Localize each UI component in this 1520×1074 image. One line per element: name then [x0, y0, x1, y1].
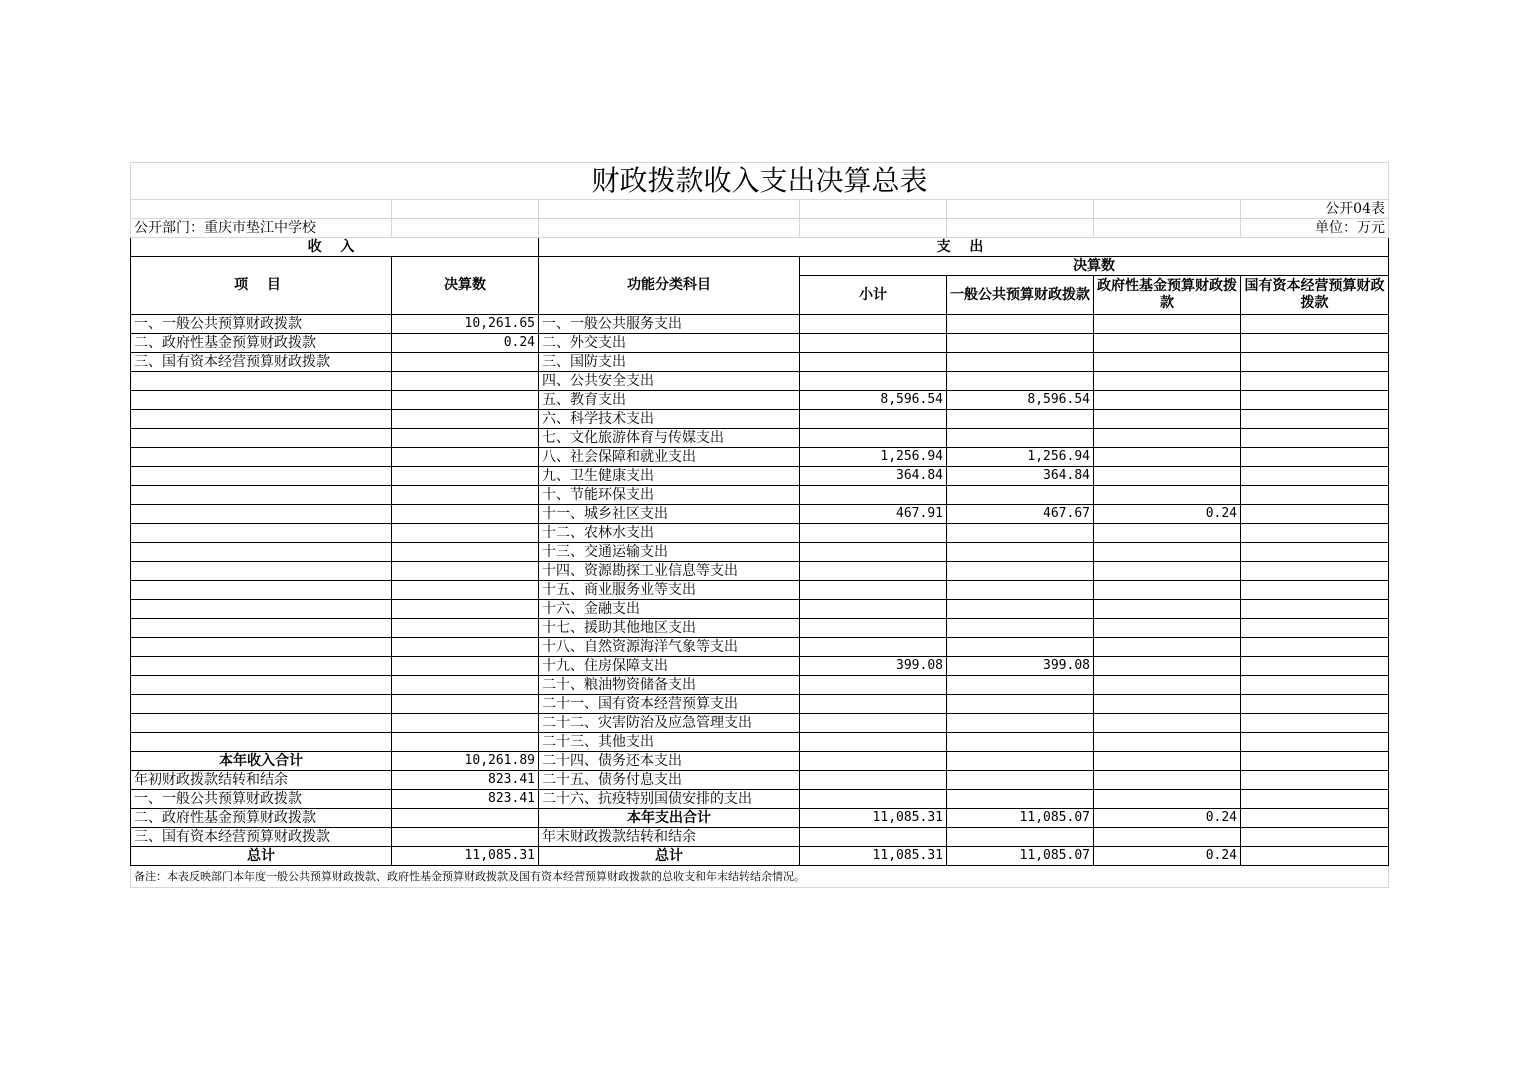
item-cell: 总计: [131, 847, 392, 866]
state-capital-cell: [1241, 429, 1389, 448]
table-row: [131, 581, 1389, 600]
function-cell: 十三、交通运输支出: [539, 543, 800, 562]
item-cell: 二、政府性基金预算财政拨款: [131, 334, 392, 353]
subtotal-cell: 399.08: [800, 657, 947, 676]
item-cell: [131, 676, 392, 695]
general-public-cell: 399.08: [947, 657, 1094, 676]
function-cell: 十四、资源勘探工业信息等支出: [539, 562, 800, 581]
state-capital-cell: [1241, 391, 1389, 410]
gov-fund-cell: [1094, 448, 1241, 467]
general-public-cell: [947, 581, 1094, 600]
function-cell: 十、节能环保支出: [539, 486, 800, 505]
amount-cell: [392, 828, 539, 847]
subtotal-cell: [800, 543, 947, 562]
amount-cell: 823.41: [392, 790, 539, 809]
state-capital-header: 国有资本经营预算财政拨款: [1241, 276, 1389, 315]
gov-fund-cell: [1094, 695, 1241, 714]
table-row: [131, 847, 1389, 866]
item-cell: 一、一般公共预算财政拨款: [131, 790, 392, 809]
function-cell: 七、文化旅游体育与传媒支出: [539, 429, 800, 448]
item-cell: 二、政府性基金预算财政拨款: [131, 809, 392, 828]
final-accounts-table: [130, 162, 1389, 888]
item-header: 项 目: [131, 257, 392, 315]
subtotal-cell: [800, 600, 947, 619]
table-row: [131, 391, 1389, 410]
general-public-cell: [947, 752, 1094, 771]
item-cell: [131, 714, 392, 733]
amount-cell: 11,085.31: [392, 847, 539, 866]
gov-fund-cell: [1094, 638, 1241, 657]
function-cell: 十六、金融支出: [539, 600, 800, 619]
gov-fund-header: 政府性基金预算财政拨款: [1094, 276, 1241, 315]
function-cell: 二十五、债务付息支出: [539, 771, 800, 790]
table-row: [131, 638, 1389, 657]
table-row: [131, 600, 1389, 619]
item-cell: 一、一般公共预算财政拨款: [131, 315, 392, 334]
gov-fund-cell: [1094, 429, 1241, 448]
table-row: [131, 562, 1389, 581]
function-cell: 九、卫生健康支出: [539, 467, 800, 486]
state-capital-cell: [1241, 486, 1389, 505]
amount-cell: [392, 448, 539, 467]
gov-fund-cell: [1094, 828, 1241, 847]
amount-cell: [392, 714, 539, 733]
state-capital-cell: [1241, 353, 1389, 372]
final-amount-header: 决算数: [800, 257, 1389, 276]
general-public-cell: [947, 334, 1094, 353]
function-cell: 四、公共安全支出: [539, 372, 800, 391]
table-row: [131, 733, 1389, 752]
general-public-cell: 364.84: [947, 467, 1094, 486]
table-row: [131, 771, 1389, 790]
table-row: [131, 543, 1389, 562]
item-cell: [131, 581, 392, 600]
item-cell: [131, 600, 392, 619]
state-capital-cell: [1241, 467, 1389, 486]
gov-fund-cell: [1094, 771, 1241, 790]
general-public-cell: 11,085.07: [947, 809, 1094, 828]
table-row: [131, 467, 1389, 486]
state-capital-cell: [1241, 581, 1389, 600]
table-row: [131, 619, 1389, 638]
subtotal-cell: 11,085.31: [800, 847, 947, 866]
item-cell: [131, 619, 392, 638]
item-cell: [131, 486, 392, 505]
amount-cell: [392, 676, 539, 695]
gov-fund-cell: 0.24: [1094, 847, 1241, 866]
amount-cell: [392, 562, 539, 581]
subtotal-cell: [800, 429, 947, 448]
general-public-cell: [947, 524, 1094, 543]
amount-cell: [392, 467, 539, 486]
table-code: 公开04表: [1241, 200, 1389, 219]
item-cell: [131, 372, 392, 391]
gov-fund-cell: [1094, 334, 1241, 353]
function-cell: 三、国防支出: [539, 353, 800, 372]
amount-cell: 10,261.65: [392, 315, 539, 334]
gov-fund-cell: [1094, 657, 1241, 676]
subtotal-cell: [800, 353, 947, 372]
item-cell: [131, 448, 392, 467]
amount-cell: [392, 657, 539, 676]
state-capital-cell: [1241, 524, 1389, 543]
subtotal-cell: [800, 334, 947, 353]
amount-cell: [392, 524, 539, 543]
function-cell: 总计: [539, 847, 800, 866]
subtotal-cell: [800, 771, 947, 790]
item-cell: [131, 657, 392, 676]
gov-fund-cell: [1094, 619, 1241, 638]
gov-fund-cell: [1094, 315, 1241, 334]
state-capital-cell: [1241, 695, 1389, 714]
expense-header: 支 出: [539, 238, 1389, 257]
subtotal-cell: [800, 752, 947, 771]
state-capital-cell: [1241, 562, 1389, 581]
function-category-header: 功能分类科目: [539, 257, 800, 315]
item-cell: [131, 429, 392, 448]
subtotal-cell: [800, 714, 947, 733]
table-row: [131, 505, 1389, 524]
amount-cell: [392, 543, 539, 562]
state-capital-cell: [1241, 809, 1389, 828]
general-public-cell: [947, 600, 1094, 619]
state-capital-cell: [1241, 334, 1389, 353]
general-public-cell: 1,256.94: [947, 448, 1094, 467]
page-title: 财政拨款收入支出决算总表: [131, 163, 1389, 200]
unit-label: 单位：万元: [1241, 219, 1389, 238]
gov-fund-cell: 0.24: [1094, 809, 1241, 828]
gov-fund-cell: [1094, 372, 1241, 391]
department-label: 公开部门：重庆市垫江中学校: [131, 219, 392, 238]
state-capital-cell: [1241, 733, 1389, 752]
item-cell: 三、国有资本经营预算财政拨款: [131, 353, 392, 372]
function-cell: 六、科学技术支出: [539, 410, 800, 429]
state-capital-cell: [1241, 771, 1389, 790]
table-row: [131, 657, 1389, 676]
gov-fund-cell: [1094, 486, 1241, 505]
state-capital-cell: [1241, 790, 1389, 809]
subtotal-cell: [800, 619, 947, 638]
item-cell: [131, 638, 392, 657]
table-row: [131, 448, 1389, 467]
subtotal-cell: [800, 638, 947, 657]
subtotal-cell: 364.84: [800, 467, 947, 486]
gov-fund-cell: [1094, 391, 1241, 410]
amount-cell: [392, 809, 539, 828]
table-row: [131, 695, 1389, 714]
income-header: 收 入: [131, 238, 539, 257]
amount-cell: [392, 486, 539, 505]
general-public-cell: [947, 733, 1094, 752]
state-capital-cell: [1241, 543, 1389, 562]
state-capital-cell: [1241, 372, 1389, 391]
state-capital-cell: [1241, 600, 1389, 619]
gov-fund-cell: [1094, 524, 1241, 543]
gov-fund-cell: [1094, 410, 1241, 429]
general-public-header: 一般公共预算财政拨款: [947, 276, 1094, 315]
general-public-cell: [947, 372, 1094, 391]
item-cell: 三、国有资本经营预算财政拨款: [131, 828, 392, 847]
item-cell: [131, 410, 392, 429]
function-cell: 一、一般公共服务支出: [539, 315, 800, 334]
general-public-cell: 467.67: [947, 505, 1094, 524]
function-cell: 二十一、国有资本经营预算支出: [539, 695, 800, 714]
state-capital-cell: [1241, 828, 1389, 847]
spreadsheet: [130, 162, 1388, 888]
function-cell: 二十、粮油物资储备支出: [539, 676, 800, 695]
subtotal-cell: [800, 372, 947, 391]
subtotal-cell: [800, 828, 947, 847]
table-row: [131, 790, 1389, 809]
item-cell: [131, 524, 392, 543]
gov-fund-cell: [1094, 600, 1241, 619]
item-cell: [131, 505, 392, 524]
table-row: [131, 353, 1389, 372]
function-cell: 二十二、灾害防治及应急管理支出: [539, 714, 800, 733]
table-row: [131, 752, 1389, 771]
subtotal-cell: [800, 790, 947, 809]
subtotal-cell: [800, 581, 947, 600]
function-cell: 十二、农林水支出: [539, 524, 800, 543]
gov-fund-cell: [1094, 543, 1241, 562]
general-public-cell: [947, 828, 1094, 847]
function-cell: 五、教育支出: [539, 391, 800, 410]
gov-fund-cell: [1094, 790, 1241, 809]
gov-fund-cell: [1094, 752, 1241, 771]
gov-fund-cell: 0.24: [1094, 505, 1241, 524]
table-row: [131, 676, 1389, 695]
item-cell: [131, 695, 392, 714]
subtotal-cell: 11,085.31: [800, 809, 947, 828]
general-public-cell: [947, 771, 1094, 790]
table-row: [131, 714, 1389, 733]
table-row: [131, 828, 1389, 847]
item-cell: [131, 562, 392, 581]
general-public-cell: [947, 695, 1094, 714]
subtotal-cell: [800, 562, 947, 581]
general-public-cell: [947, 714, 1094, 733]
subtotal-cell: [800, 410, 947, 429]
general-public-cell: [947, 790, 1094, 809]
item-cell: [131, 391, 392, 410]
state-capital-cell: [1241, 714, 1389, 733]
subtotal-header: 小计: [800, 276, 947, 315]
general-public-cell: [947, 638, 1094, 657]
general-public-cell: [947, 429, 1094, 448]
table-row: [131, 429, 1389, 448]
amount-cell: [392, 733, 539, 752]
state-capital-cell: [1241, 448, 1389, 467]
function-cell: 十九、住房保障支出: [539, 657, 800, 676]
state-capital-cell: [1241, 847, 1389, 866]
table-row: [131, 372, 1389, 391]
state-capital-cell: [1241, 619, 1389, 638]
item-cell: [131, 733, 392, 752]
subtotal-cell: 467.91: [800, 505, 947, 524]
amount-header: 决算数: [392, 257, 539, 315]
amount-cell: [392, 505, 539, 524]
function-cell: 二十六、抗疫特别国债安排的支出: [539, 790, 800, 809]
amount-cell: 823.41: [392, 771, 539, 790]
function-cell: 二十三、其他支出: [539, 733, 800, 752]
function-cell: 十一、城乡社区支出: [539, 505, 800, 524]
function-cell: 本年支出合计: [539, 809, 800, 828]
footnote: 备注：本表反映部门本年度一般公共预算财政拨款、政府性基金预算财政拨款及国有资本经营预算财政拨款的总收支和年末结转结余情况。: [131, 866, 1389, 888]
state-capital-cell: [1241, 676, 1389, 695]
state-capital-cell: [1241, 657, 1389, 676]
general-public-cell: [947, 619, 1094, 638]
general-public-cell: [947, 562, 1094, 581]
subtotal-cell: [800, 486, 947, 505]
general-public-cell: [947, 410, 1094, 429]
amount-cell: 10,261.89: [392, 752, 539, 771]
amount-cell: [392, 581, 539, 600]
table-row: [131, 334, 1389, 353]
amount-cell: [392, 638, 539, 657]
gov-fund-cell: [1094, 467, 1241, 486]
general-public-cell: [947, 486, 1094, 505]
gov-fund-cell: [1094, 581, 1241, 600]
subtotal-cell: [800, 676, 947, 695]
general-public-cell: 11,085.07: [947, 847, 1094, 866]
function-cell: 十八、自然资源海洋气象等支出: [539, 638, 800, 657]
general-public-cell: [947, 676, 1094, 695]
amount-cell: [392, 372, 539, 391]
function-cell: 十七、援助其他地区支出: [539, 619, 800, 638]
subtotal-cell: [800, 524, 947, 543]
item-cell: 本年收入合计: [131, 752, 392, 771]
amount-cell: [392, 353, 539, 372]
amount-cell: [392, 600, 539, 619]
general-public-cell: 8,596.54: [947, 391, 1094, 410]
function-cell: 年末财政拨款结转和结余: [539, 828, 800, 847]
function-cell: 二十四、债务还本支出: [539, 752, 800, 771]
general-public-cell: [947, 543, 1094, 562]
state-capital-cell: [1241, 505, 1389, 524]
gov-fund-cell: [1094, 733, 1241, 752]
amount-cell: [392, 619, 539, 638]
gov-fund-cell: [1094, 353, 1241, 372]
amount-cell: 0.24: [392, 334, 539, 353]
item-cell: 年初财政拨款结转和结余: [131, 771, 392, 790]
general-public-cell: [947, 353, 1094, 372]
amount-cell: [392, 391, 539, 410]
amount-cell: [392, 695, 539, 714]
function-cell: 八、社会保障和就业支出: [539, 448, 800, 467]
gov-fund-cell: [1094, 676, 1241, 695]
state-capital-cell: [1241, 410, 1389, 429]
table-row: [131, 809, 1389, 828]
amount-cell: [392, 429, 539, 448]
table-row: [131, 315, 1389, 334]
state-capital-cell: [1241, 638, 1389, 657]
subtotal-cell: [800, 315, 947, 334]
state-capital-cell: [1241, 315, 1389, 334]
item-cell: [131, 543, 392, 562]
subtotal-cell: [800, 695, 947, 714]
subtotal-cell: 8,596.54: [800, 391, 947, 410]
general-public-cell: [947, 315, 1094, 334]
function-cell: 十五、商业服务业等支出: [539, 581, 800, 600]
subtotal-cell: 1,256.94: [800, 448, 947, 467]
gov-fund-cell: [1094, 714, 1241, 733]
subtotal-cell: [800, 733, 947, 752]
table-row: [131, 524, 1389, 543]
table-row: [131, 486, 1389, 505]
state-capital-cell: [1241, 752, 1389, 771]
function-cell: 二、外交支出: [539, 334, 800, 353]
amount-cell: [392, 410, 539, 429]
gov-fund-cell: [1094, 562, 1241, 581]
item-cell: [131, 467, 392, 486]
table-row: [131, 410, 1389, 429]
